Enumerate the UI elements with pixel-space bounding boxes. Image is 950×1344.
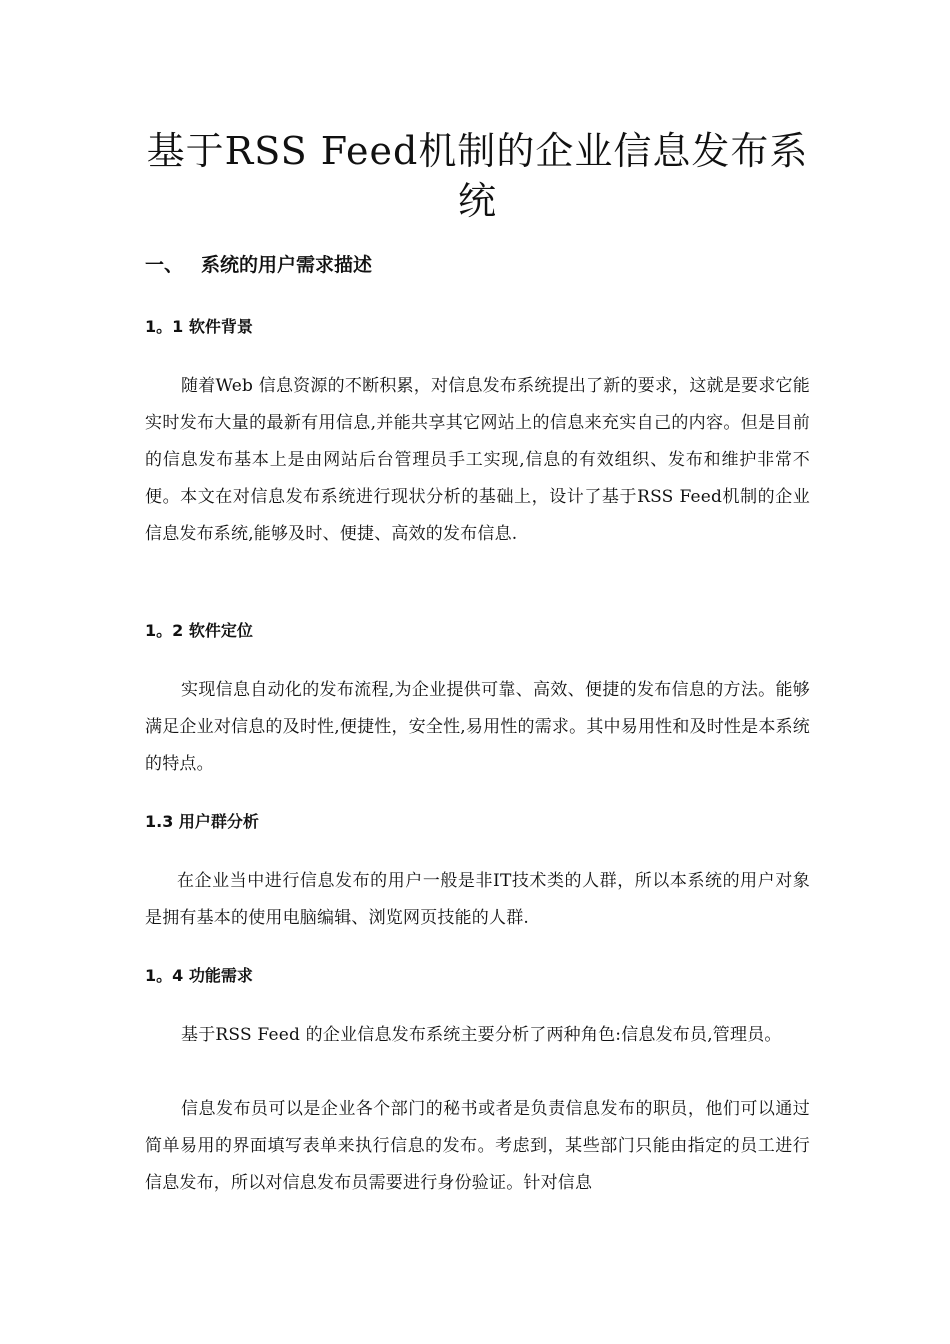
subsection-heading-positioning: 1。2 软件定位	[145, 621, 253, 640]
document-title: 基于RSS Feed机制的企业信息发布系统	[146, 129, 809, 223]
section-heading	[145, 252, 372, 278]
subsection-heading-user-groups: 1.3 用户群分析	[145, 812, 259, 831]
section-heading-text: 系统的用户需求描述	[201, 254, 373, 276]
paragraph-background: 随着Web 信息资源的不断积累，对信息发布系统提出了新的要求，这就是要求它能实时发布大量的最新有用信息,并能共享其它网站上的信息来充实自己的内容。但是目前的信息发布基本上是由网站后台管理员手工实现,信息的有效组织、发布和维护非常不便。本文在对信息发布系统进行现状分析的基础上，设计了基于RSS Feed机制的企业信息发布系统,能够及时、便捷、高效的发布信息.	[145, 376, 810, 544]
paragraph-positioning: 实现信息自动化的发布流程,为企业提供可靠、高效、便捷的发布信息的方法。能够满足企业对信息的及时性,便捷性，安全性,易用性的需求。其中易用性和及时性是本系统的特点。	[145, 680, 810, 774]
paragraph-requirements-publisher: 信息发布员可以是企业各个部门的秘书或者是负责信息发布的职员，他们可以通过简单易用的界面填写表单来执行信息的发布。考虑到，某些部门只能由指定的员工进行信息发布，所以对信息发布员需要进行身份验证。针对信息	[145, 1099, 810, 1193]
document-page	[145, 0, 810, 1344]
paragraph-user-groups: 在企业当中进行信息发布的用户一般是非IT技术类的人群，所以本系统的用户对象是拥有基本的使用电脑编辑、浏览网页技能的人群.	[145, 871, 810, 928]
paragraph-requirements-roles: 基于RSS Feed 的企业信息发布系统主要分析了两种角色:信息发布员,管理员。	[181, 1025, 782, 1045]
subsection-heading-background: 1。1 软件背景	[145, 317, 253, 336]
section-number: 一、	[145, 254, 184, 276]
subsection-heading-requirements: 1。4 功能需求	[145, 966, 253, 985]
